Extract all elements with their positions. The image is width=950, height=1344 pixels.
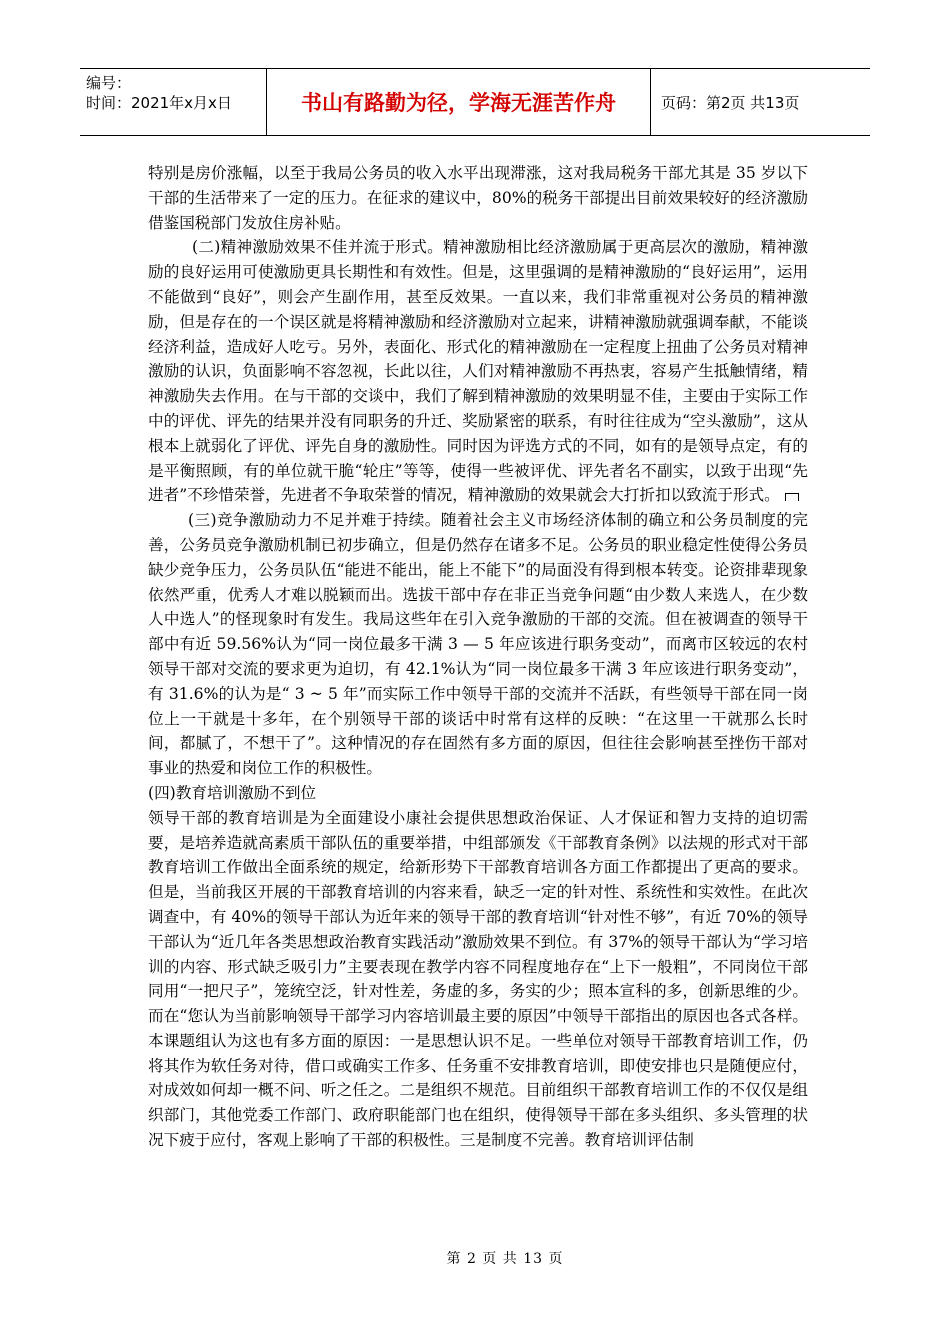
paragraph: 特别是房价涨幅，以至于我局公务员的收入水平出现滞涨，这对我局税务干部尤其是 35 岁以下干部的生活带来了一定的压力。在征求的建议中，80%的税务干部提出目前效果较好的经济激励借鉴国税部门发放住房补贴。 (148, 164, 808, 232)
header-table (80, 68, 870, 136)
number-label: 编号： (86, 74, 132, 92)
paragraph-text: (二)精神激励效果不佳并流于形式。精神激励相比经济激励属于更高层次的激励，精神激励的良好运用可使激励更具长期性和有效性。但是，这里强调的是精神激励的“良好运用”，运用不能做到“良好”，则会产生副作用，甚至反效果。一直以来，我们非常重视对公务员的精神激励，但是存在的一个误区就是将精神激励和经济激励对立起来，讲精神激励就强调奉献，不能谈经济利益，造成好人吃亏。另外，表面化、形式化的精神激励在一定程度上扭曲了公务员对精神激励的认识，负面影响不容忽视，长此以往，人们对精神激励不再热衷，容易产生抵触情绪，精神激励失去作用。在与干部的交谈中，我们了解到精神激励的效果明显不佳，主要由于实际工作中的评优、评先的结果并没有同职务的升迁、奖励紧密的联系，有时往往成为“空头激励”，这从根本上就弱化了评优、评先自身的激励性。同时因为评选方式的不同，如有的是领导点定，有的是平衡照顾，有的单位就干脆“轮庄”等等，使得一些被评优、评先者名不副实，以致于出现“先进者”不珍惜荣誉，先进者不争取荣誉的情况，精神激励的效果就会大打折扣以致流于形式。 (148, 238, 808, 505)
paragraph: (三)竞争激励动力不足并难于持续。随着社会主义市场经济体制的确立和公务员制度的完善，公务员竞争激励机制已初步确立，但是仍然存在诸多不足。公务员的职业稳定性使得公务员缺少竞争压力，公务员队伍“能进不能出，能上不能下”的局面没有得到根本转变。论资排辈现象依然严重，优秀人才难以脱颖而出。选拔干部中存在非正当竞争问题“由少数人来选人，在少数人中选人”的怪现象时有发生。我局这些年在引入竞争激励的干部的交流。但在被调查的领导干部中有近 59.56%认为“同一岗位最多干满 3 — 5 年应该进行职务变动”，而离市区较远的农村领导干部对交流的要求更为迫切，有 42.1%认为“同一岗位最多干满 3 年应该进行职务变动”，有 31.6%的认为是“ 3 ~ 5 年”而实际工作中领导干部的交流并不活跃，有些领导干部在同一岗位上一干就是十多年，在个别领导干部的谈话中时常有这样的反映：“在这里一干就那么长时间，都腻了，不想干了”。这种情况的存在固然有多方面的原因，但往往会影响甚至挫伤干部对事业的热爱和岗位工作的积极性。 (148, 511, 808, 778)
page-footer: 第 2 页 共 13 页 (446, 1251, 564, 1267)
header-motto: 书山有路勤为径，学海无涯苦作舟 (267, 69, 651, 135)
header-page-info: 页码：第2页 共13页 (661, 93, 800, 112)
paragraph: 领导干部的教育培训是为全面建设小康社会提供思想政治保证、人才保证和智力支持的迫切需要，是培养造就高素质干部队伍的重要举措，中组部颁发《干部教育条例》以法规的形式对干部教育培训工作做出全面系统的规定，给新形势下干部教育培训各方面工作都提出了更高的要求。但是，当前我区开展的干部教育培训的内容来看，缺乏一定的针对性、系统性和实效性。在此次调查中，有 40%的领导干部认为近年来的领导干部的教育培训“针对性不够”，有近 70%的领导干部认为“近几年各类思想政治教育实践活动”激励效果不到位。有 37%的领导干部认为“学习培训的内容、形式缺乏吸引力”主要表现在教学内容不同程度地存在“上下一般粗”，不同岗位干部同用“一把尺子”，笼统空泛，针对性差，务虚的多，务实的少；照本宣科的多，创新思维的少。而在“您认为当前影响领导干部学习内容培训最主要的原因”中领导干部指出的原因也各式各样。本课题组认为这也有多方面的原因：一是思想认识不足。一些单位对领导干部教育培训工作，仍将其作为软任务对待，借口或确实工作多、任务重不安排教育培训，即使安排也只是随便应付，对成效如何却一概不问、听之任之。二是组织不规范。目前组织干部教育培训工作的不仅仅是组织部门，其他党委工作部门、政府职能部门也在组织，使得领导干部在多头组织、多头管理的状况下疲于应付，客观上影响了干部的积极性。三是制度不完善。教育培训评估制 (148, 808, 808, 1150)
header-meta (80, 69, 267, 135)
paragraph-mark-icon (785, 493, 799, 501)
time-label: 时间：2021年x月x日 (86, 94, 232, 112)
section-heading: (四)教育培训激励不到位 (148, 783, 317, 802)
document-body (148, 161, 808, 1153)
paragraph (148, 235, 808, 508)
